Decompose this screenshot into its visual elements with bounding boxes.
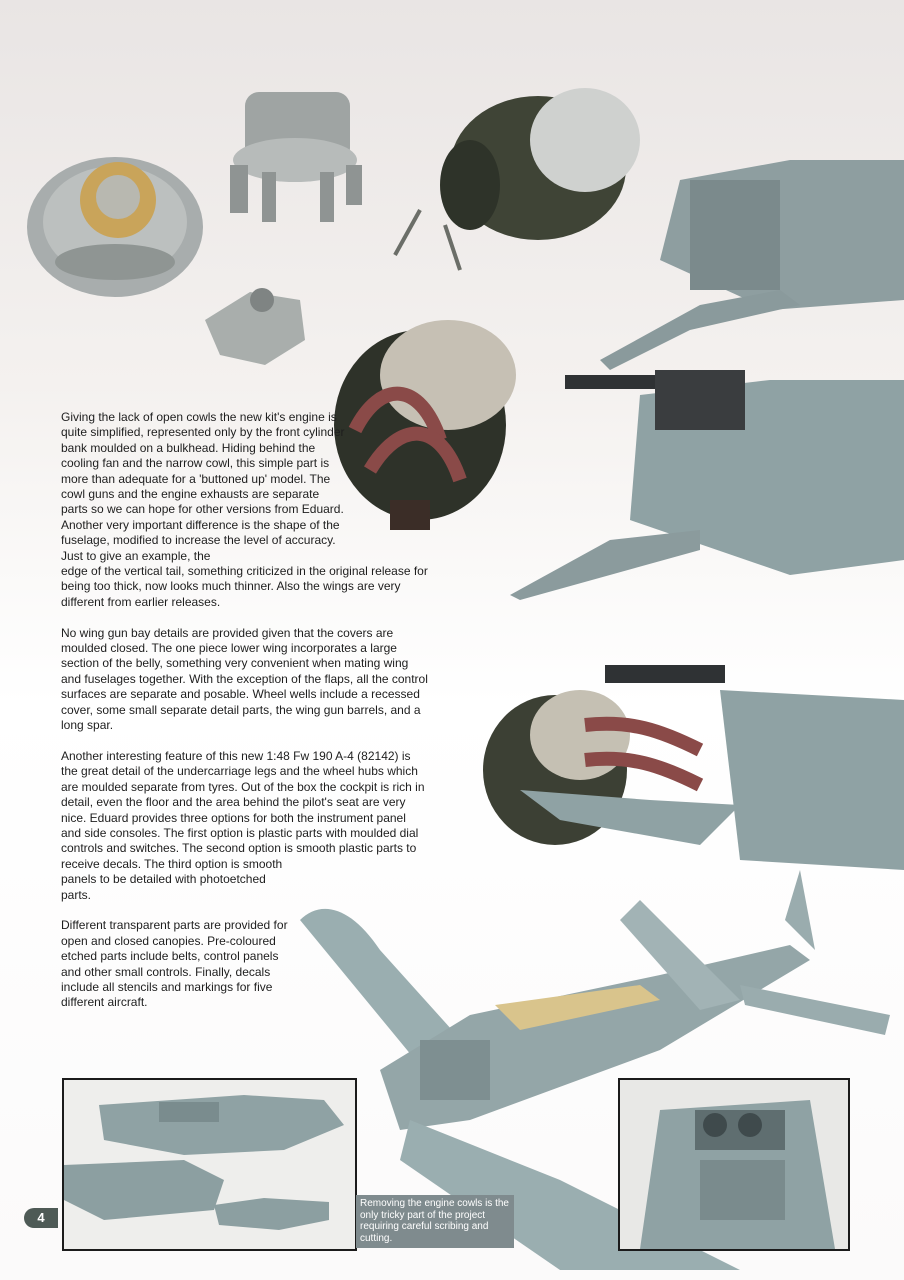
inset-photo-cowl-parts bbox=[62, 1078, 357, 1251]
paragraph-3 bbox=[61, 749, 429, 903]
page-number: 4 bbox=[24, 1208, 58, 1228]
article-body bbox=[61, 410, 429, 1026]
engine-fuselage-photo bbox=[483, 665, 904, 870]
paragraph-4-narrow: Different transparent parts are provided for open and closed canopies. Pre-coloured etched parts include belts, control panels and other small controls. Finally, decals include all stencils and markings for five different aircraft. bbox=[61, 918, 288, 1010]
cowl-parts-illustration bbox=[64, 1080, 355, 1249]
paragraph-2: No wing gun bay details are provided given that the covers are moulded closed. The one piece lower wing incorporates a large section of the belly, something very convenient when mating wing and fuselages together. With the exception of the flaps, all the control surfaces are separate and posable. Wheel wells include a recessed cover, some small separate detail parts, the wing gun barrels, and a long spar. bbox=[61, 625, 428, 733]
engine-assembly-photo bbox=[395, 88, 640, 270]
small-part-photo bbox=[205, 288, 305, 365]
paragraph-1 bbox=[61, 410, 429, 610]
paragraph-3-wide: Another interesting feature of this new 1:48 Fw 190 A-4 (82142) is the great detail of the undercarriage legs and the wheel hubs which are moulded separate from tyres. Out of the box the cockpit is rich in detail, even the floor and the area behind the pilot's seat are very nice. Eduard provides three options for both the instrument panel and side consoles. The first option is plastic parts with moulded dial controls and switches. The second option is smooth plastic parts to receive decals. The third option is smooth bbox=[61, 748, 425, 871]
paragraph-4 bbox=[61, 918, 429, 1010]
paragraph-1-wide: edge of the vertical tail, something criticized in the original release for being too thick, now looks much thinner. Also the wings are very different from earlier releases. bbox=[61, 564, 428, 609]
fuselage-section-photo bbox=[600, 160, 904, 370]
accessory-section-photo bbox=[230, 92, 362, 222]
radial-engine-photo bbox=[27, 157, 203, 297]
photo-caption: Removing the engine cowls is the only tricky part of the project requiring careful scribing and cutting. bbox=[356, 1195, 514, 1248]
paragraph-3-narrow: panels to be detailed with photoetched parts. bbox=[61, 872, 266, 902]
fuselage-guns-photo bbox=[510, 370, 904, 600]
paragraph-1-narrow: Giving the lack of open cowls the new kit's engine is quite simplified, represented only by the front cylinder bank moulded on a bulkhead. Hiding behind the cooling fan and the narrow cowl, this simple part is more than adequate for a 'buttoned up' model. The cowl guns and the engine exhausts are separate parts so we can hope for other versions from Eduard. Another very important difference is the shape of the fuselage, modified to increase the level of accuracy. Just to give an example, the bbox=[61, 410, 345, 563]
inset-photo-cockpit bbox=[618, 1078, 850, 1251]
cockpit-illustration bbox=[620, 1080, 848, 1249]
